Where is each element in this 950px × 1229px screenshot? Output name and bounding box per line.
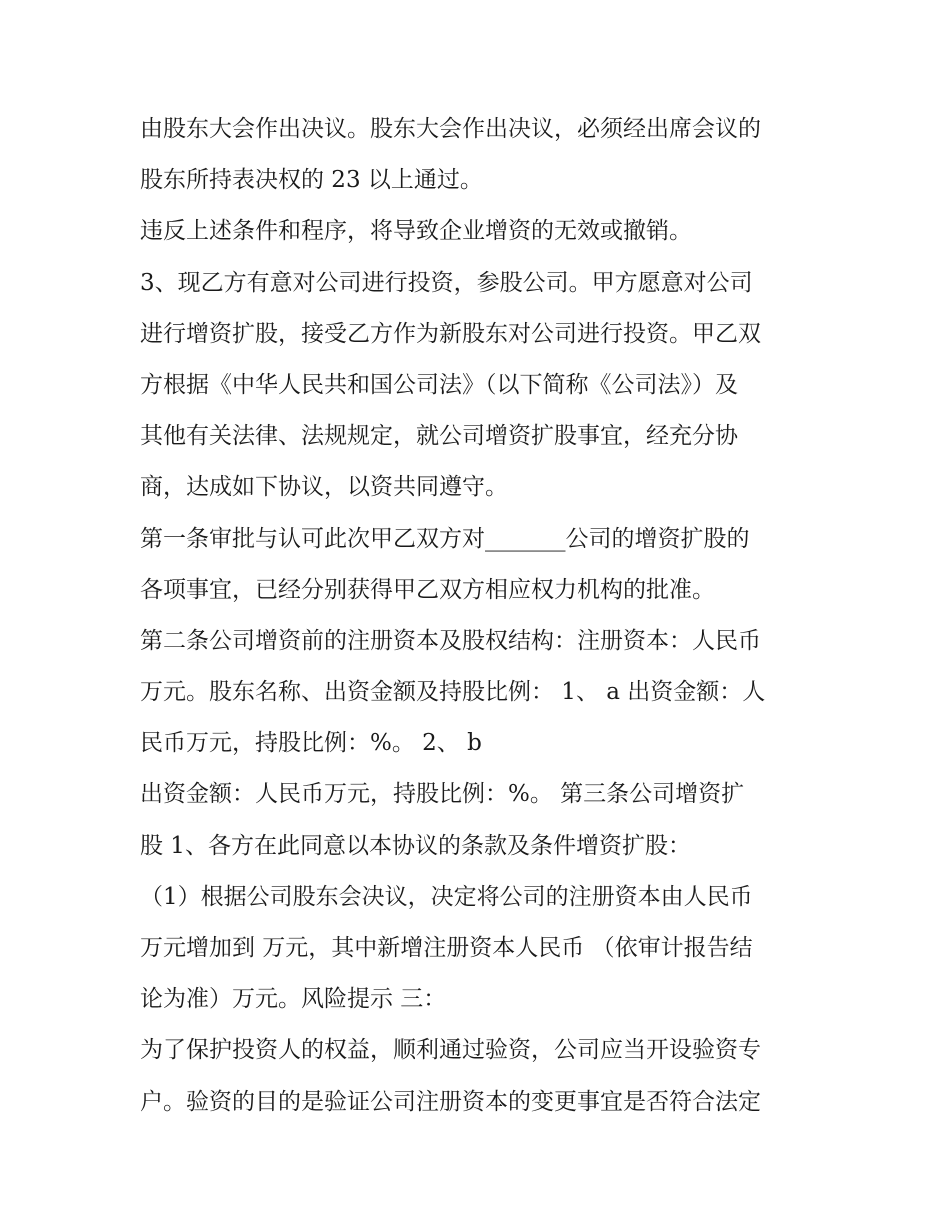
text-line: 万元增加到 万元，其中新增注册资本人民币 （依审计报告结 [140, 935, 753, 961]
text-line: 股 1、各方在此同意以本协议的条款及条件增资扩股： [140, 832, 691, 859]
text-line: 由股东大会作出决议。股东大会作出决议，必须经出席会议的 [140, 116, 761, 142]
text-line: 民币万元，持股比例：%。 2、 b [140, 730, 482, 757]
text-line: 进行增资扩股，接受乙方作为新股东对公司进行投资。甲乙双 [140, 320, 761, 347]
text-line: 各项事宜，已经分别获得甲乙双方相应权力机构的批准。 [140, 576, 715, 603]
text-line: 论为准）万元。风险提示 三： [140, 986, 447, 1013]
text-line: 户。验资的目的是验证公司注册资本的变更事宜是否符合法定 [140, 1088, 761, 1115]
text-line: 万元。股东名称、出资金额及持股比例： 1、 a 出资金额：人 [140, 679, 766, 706]
text-line: 3、现乙方有意对公司进行投资，参股公司。甲方愿意对公司 [140, 269, 753, 296]
text-line: 出资金额：人民币万元，持股比例：%。 第三条公司增资扩 [140, 781, 745, 808]
document-body [140, 104, 820, 1128]
text-line: 方根据《中华人民共和国公司法》（以下简称《公司法》）及 [140, 371, 738, 398]
text-line: 其他有关法律、法规规定，就公司增资扩股事宜，经充分协 [140, 423, 738, 450]
text-line: 为了保护投资人的权益，顺利通过验资，公司应当开设验资专 [140, 1037, 761, 1064]
text-line: 股东所持表决权的 23 以上通过。 [140, 167, 483, 194]
text-line: （1）根据公司股东会决议，决定将公司的注册资本由人民币 [140, 883, 753, 910]
text-line: 第二条公司增资前的注册资本及股权结构：注册资本：人民币 [140, 627, 761, 654]
text-line: 商，达成如下协议，以资共同遵守。 [140, 474, 508, 501]
text-line: 第一条审批与认可此次甲乙双方对_______公司的增资扩股的 [140, 525, 750, 552]
text-line: 违反上述条件和程序，将导致企业增资的无效或撤销。 [140, 218, 692, 245]
